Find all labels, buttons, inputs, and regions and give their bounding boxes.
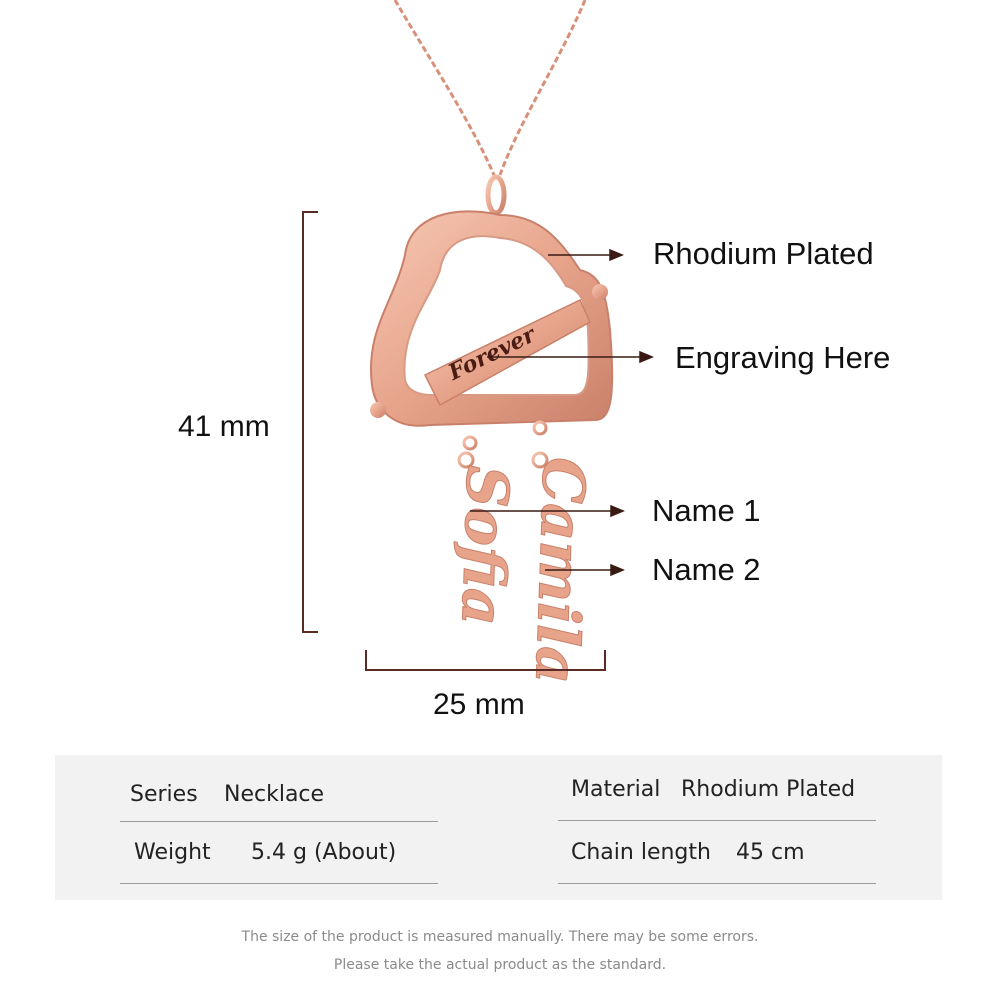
bail-ring [488,177,504,213]
divider [120,821,438,822]
heart-pendant [370,211,612,425]
series-label: Series [130,782,198,807]
weight-label: Weight [134,840,211,865]
height-dimension-line [303,212,318,632]
callout-rhodium-plated: Rhodium Plated [653,236,874,271]
footnote-line-2: Please take the actual product as the standard. [333,957,667,973]
chain-length-label: Chain length [571,840,711,865]
specs-table [55,755,942,900]
name-tag-1-text: Sofia [448,464,522,627]
footnote-line-1: The size of the product is measured manually. There may be some errors. [241,929,759,945]
divider [558,883,876,884]
callout-engraving-here: Engraving Here [675,340,891,375]
name-tag-2 [522,453,598,685]
chain [395,0,585,175]
weight-value: 5.4 g (About) [251,840,397,865]
engraving-text: Forever [444,321,540,386]
callout-name-2: Name 2 [652,552,761,587]
material-label: Material [571,777,661,802]
callout-name-1: Name 1 [652,493,761,528]
material-value: Rhodium Plated [681,777,856,802]
divider [120,883,438,884]
chain-length-value: 45 cm [736,840,805,865]
name-tag-1 [448,453,522,627]
series-value: Necklace [224,782,325,807]
divider [558,820,876,821]
height-dimension-label: 41 mm [178,410,270,443]
name-tag-2-text: Camila [522,456,598,686]
width-dimension-label: 25 mm [433,688,525,721]
